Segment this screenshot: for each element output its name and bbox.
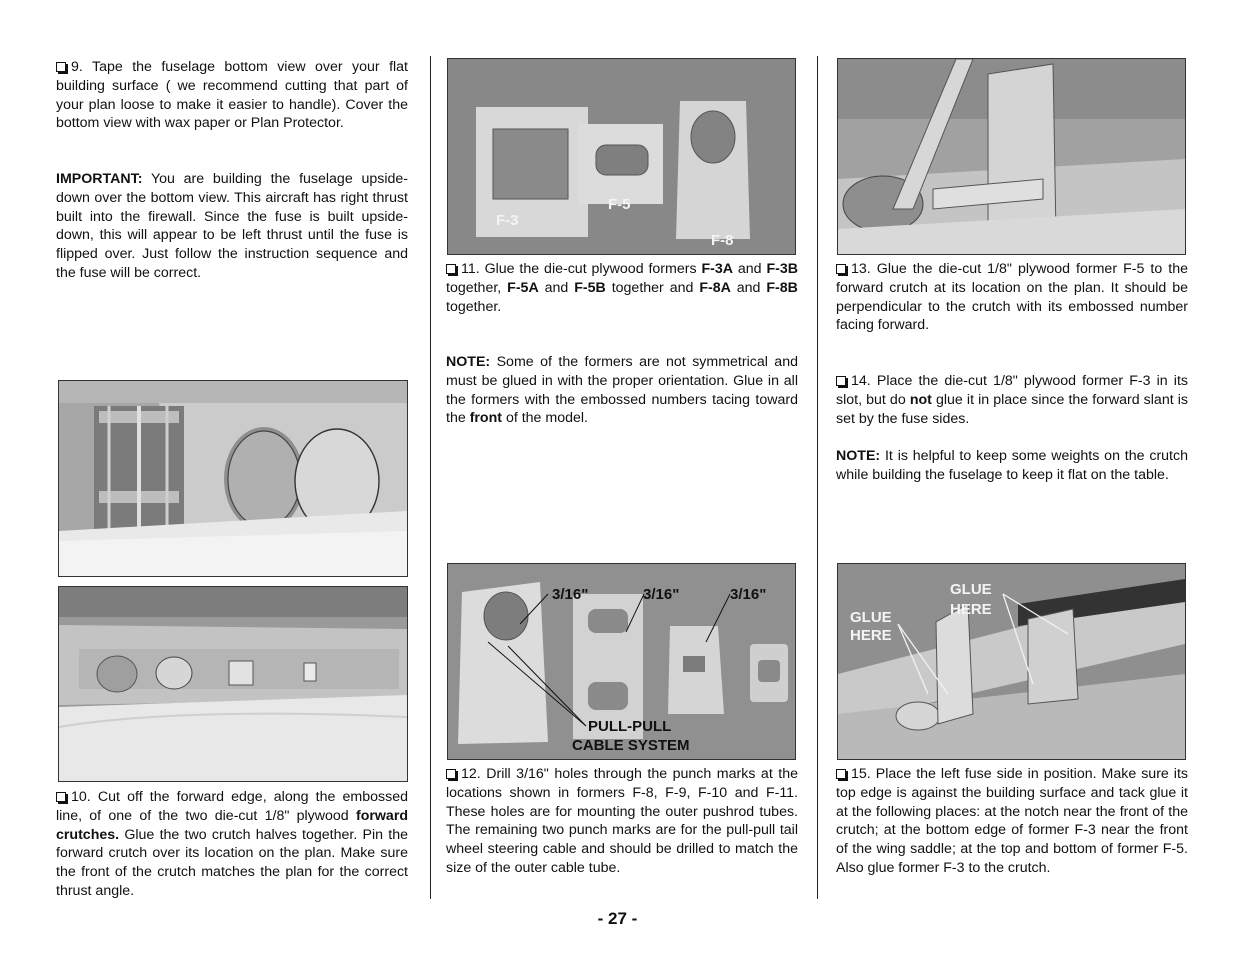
step-11-text: 11. Glue the die-cut plywood formers F-3A and F-3B together, F-5A and F-5B together and F-8A and F-8B together. — [446, 261, 799, 315]
step-15-text: 15. Place the left fuse side in position. Make sure its top edge is against the building surface and tack glue it at the following places: at the notch near the front of the crutch; at the bottom edge of former F-3 near the front of the wing saddle; at the top and bottom of former F-5. Also glue former F-3 to the crutch. — [836, 766, 1188, 876]
important-label: IMPORTANT: — [56, 171, 143, 187]
former-label-f3: F-3 — [496, 212, 519, 229]
photo-former-f5-on-crutch — [837, 58, 1186, 255]
glue-label-right-line1: GLUE — [950, 581, 992, 598]
step-13-checkbox-icon[interactable] — [836, 264, 846, 274]
note-label: NOTE: — [836, 448, 881, 464]
glue-label-left-line2: HERE — [850, 627, 892, 644]
photo-crutch-on-plan — [58, 380, 408, 577]
photo-formers-holes — [447, 563, 796, 760]
note-weights: NOTE: It is helpful to keep some weights on the crutch while building the fuselage to keep it flat on the table. — [836, 448, 1188, 483]
step-9-checkbox-icon[interactable] — [56, 62, 66, 72]
step-13-text: 13. Glue the die-cut 1/8" plywood former F-5 to the forward crutch at its location on the plan. It should be perpendicular to the crutch with its embossed number facing forward. — [836, 261, 1188, 334]
cable-label-line1: PULL-PULL — [588, 718, 672, 735]
step-12-checkbox-icon[interactable] — [446, 769, 456, 779]
page-number: - 27 - — [597, 909, 638, 928]
step-14-text: 14. Place the die-cut 1/8" plywood former F-3 in its slot, but do not glue it in place since the forward slant is set by the fuse sides. — [836, 373, 1188, 427]
note-formers-orientation: NOTE: Some of the formers are not symmetrical and must be glued in with the proper orientation. Glue in all the formers with the embossed numbers tacing toward the front of the model. — [446, 354, 798, 427]
step-11-checkbox-icon[interactable] — [446, 264, 456, 274]
step-14-checkbox-icon[interactable] — [836, 376, 846, 386]
note-label: NOTE: — [446, 354, 491, 370]
photo-fuse-side-glue — [837, 563, 1186, 760]
column-divider-right — [817, 56, 818, 899]
glue-label-left-line1: GLUE — [850, 609, 892, 626]
former-label-f5: F-5 — [608, 196, 631, 213]
column-divider-left — [430, 56, 431, 899]
photo-formers — [447, 58, 796, 255]
important-note: IMPORTANT: You are building the fuselage upside-down over the bottom view. This aircraft has right thrust built into the firewall. Since the fuse is built upside-down, this will appear to be left thrust until the fuse is flipped over. Just follow the instruction sequence and the fuse will be correct. — [56, 171, 408, 281]
cable-label-line2: CABLE SYSTEM — [572, 737, 690, 754]
hole-label-3: 3/16" — [730, 586, 767, 603]
step-12-text: 12. Drill 3/16" holes through the punch marks at the locations shown in formers F-8, F-9, F-10 and F-11. These holes are for mounting the outer pushrod tubes. The remaining two punch marks are for the pull-pull tail wheel steering cable and should be drilled to match the size of the outer cable tube. — [446, 766, 798, 876]
step-10-checkbox-icon[interactable] — [56, 792, 66, 802]
former-label-f8: F-8 — [711, 232, 734, 249]
step-10-text: 10. Cut off the forward edge, along the embossed line, of one of the two die-cut 1/8" plywood forward crutches. Glue the two crutch halves together. Pin the forward crutch over its location on the plan. Make sure the front of the crutch matches the plan for the correct thrust angle. — [56, 789, 409, 899]
hole-label-2: 3/16" — [643, 586, 680, 603]
photo-crutch-pinned — [58, 586, 408, 782]
step-9-text: 9. Tape the fuselage bottom view over your flat building surface ( we recommend cutting that part of your plan loose to make it easier to handle). Cover the bottom view with wax paper or Plan Protector. — [56, 59, 408, 132]
hole-label-1: 3/16" — [552, 586, 589, 603]
step-15-checkbox-icon[interactable] — [836, 769, 846, 779]
glue-label-right-line2: HERE — [950, 601, 992, 618]
